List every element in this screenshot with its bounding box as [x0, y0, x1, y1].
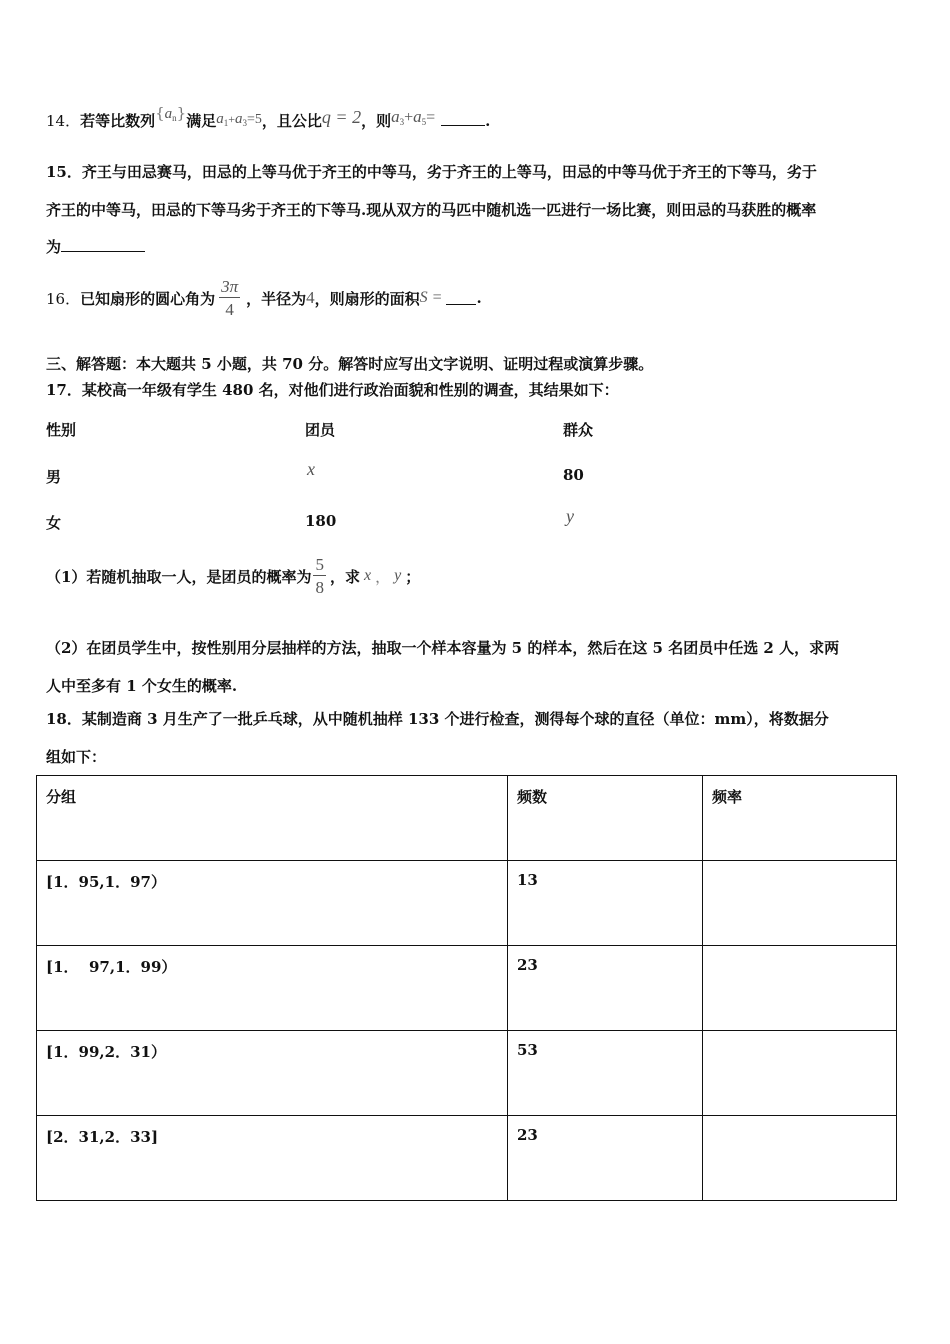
q17-header-gender: 性别	[46, 421, 77, 439]
q15-line-3: 为	[46, 236, 145, 257]
frequency-cell	[703, 1116, 897, 1201]
q15-line-1: 15．齐王与田忌赛马，田忌的上等马优于齐王的中等马，劣于齐王的上等马，田忌的中等马优于齐王的下等马，劣于	[46, 163, 817, 181]
q18-line-2: 组如下：	[46, 748, 107, 766]
q17-female-label: 女	[46, 514, 62, 532]
q17-female-member: 180	[305, 512, 337, 530]
q14-ratio: q = 2	[321, 107, 362, 127]
question-16: 16． 已知扇形的圆心角为 $\frac{3\pi}{4}$ ，半径为 4 ，则扇形的面积 S = .	[46, 277, 482, 319]
header-frequency: 频率	[703, 776, 897, 861]
q15-line-2: 齐王的中等马，田忌的下等马劣于齐王的下等马.现从双方的马匹中随机选一匹进行一场比赛，则田忌的马获胜的概率	[46, 201, 817, 219]
probability-fraction: $\frac{5}{8}$	[315, 555, 324, 597]
q17-intro: 17．某校高一年级有学生 480 名，对他们进行政治面貌和性别的调查，其结果如下：	[46, 381, 619, 399]
area-variable: S =	[419, 289, 443, 306]
group-cell: [1．99,2．31）	[37, 1031, 508, 1116]
table-header-row	[37, 776, 897, 861]
count-cell: 13	[508, 861, 703, 946]
section-3-heading: 三、解答题：本大题共 5 小题，共 70 分。解答时应写出文字说明、证明过程或演算步骤。	[46, 355, 654, 373]
count-cell: 23	[508, 1116, 703, 1201]
radius-value: 4	[306, 288, 315, 307]
count-cell: 23	[508, 946, 703, 1031]
q16-answer-blank	[446, 291, 476, 305]
q17-male-label: 男	[46, 468, 62, 486]
q17-male-member: x	[307, 459, 315, 479]
q14-answer-blank	[441, 112, 485, 126]
header-group: 分组	[37, 776, 508, 861]
header-count: 频数	[508, 776, 703, 861]
q14-expression: $a_3+a_5=$	[391, 107, 436, 127]
group-cell: [2．31,2．33]	[37, 1116, 508, 1201]
group-cell: [1． 97,1．99）	[37, 946, 508, 1031]
count-cell: 53	[508, 1031, 703, 1116]
table-row	[37, 1031, 897, 1116]
q17-part-1: （1）若随机抽取一人，是团员的概率为 $\frac{5}{8}$ ，求 x ， y ；	[46, 555, 421, 597]
table-row	[37, 946, 897, 1031]
frequency-table	[36, 775, 897, 1201]
q17-header-member: 团员	[305, 421, 336, 439]
sequence-notation: $\{a_n\}$	[155, 104, 187, 123]
q17-male-masses: 80	[563, 466, 584, 484]
frequency-cell	[703, 1031, 897, 1116]
q18-line-1: 18．某制造商 3 月生产了一批乒乓球，从中随机抽样 133 个进行检查，测得每个球的直径（单位：mm），将数据分	[46, 710, 829, 728]
q17-part-2-line-2: 人中至多有 1 个女生的概率.	[46, 677, 238, 695]
q14-condition: $a_1+a_3=5$	[216, 111, 262, 128]
q17-part-2-line-1: （2）在团员学生中，按性别用分层抽样的方法，抽取一个样本容量为 5 的样本，然后在这 5 名团员中任选 2 人，求两	[46, 639, 840, 657]
group-cell: [1．95,1．97）	[37, 861, 508, 946]
q17-header-masses: 群众	[563, 421, 594, 439]
table-row	[37, 861, 897, 946]
frequency-cell	[703, 946, 897, 1031]
question-14: 14．若等比数列$\{a_n\}$满足$a_1+a_3=5$，且公比q = 2，则$a_3+a_5=$ .	[46, 104, 491, 130]
q14-number: 14．	[46, 112, 81, 130]
frequency-cell	[703, 861, 897, 946]
central-angle-fraction: $\frac{3\pi}{4}$	[221, 277, 239, 319]
q15-answer-blank	[61, 238, 145, 252]
table-row	[37, 1116, 897, 1201]
q17-female-masses: y	[566, 506, 574, 526]
